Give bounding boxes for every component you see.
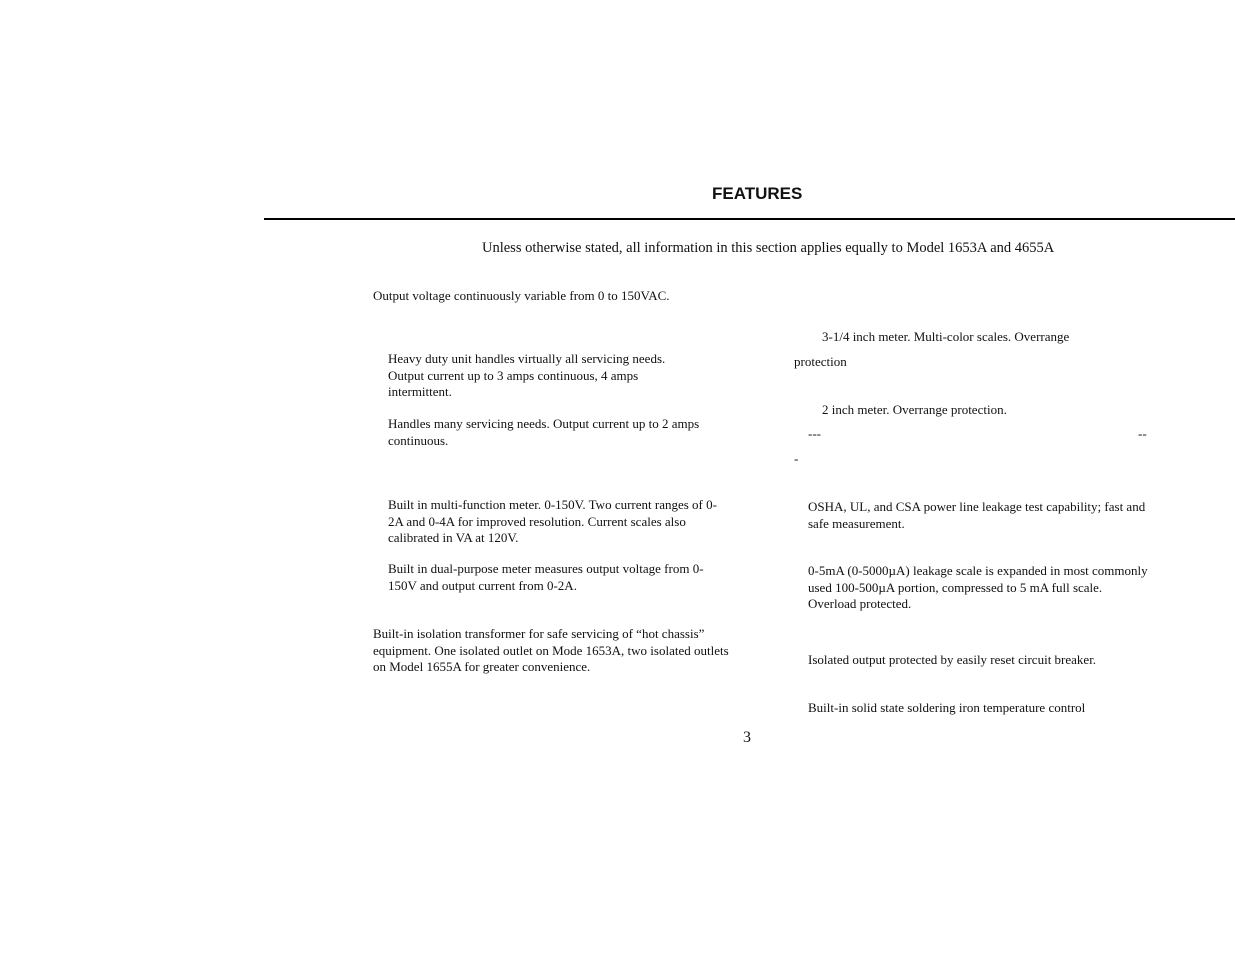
header-divider [264,218,1235,220]
feature-meter-2-inch: 2 inch meter. Overrange protection. [822,402,1007,417]
feature-meter-3-inch: 3-1/4 inch meter. Multi-color scales. Overrange [822,329,1070,344]
feature-circuit-breaker: Isolated output protected by easily reset circuit breaker. [808,652,1097,667]
intro-statement: Unless otherwise stated, all information in this section applies equally to Model 1653A and 4655A [482,240,1055,256]
dash-separator-left: --- [808,426,821,441]
feature-meter-3-inch-continued: protection [794,354,847,369]
page-title: FEATURES [712,184,803,203]
feature-output-voltage: Output voltage continuously variable from 0 to 150VAC. [373,288,670,303]
feature-isolation-transformer: Built-in isolation transformer for safe servicing of “hot chassis” equipment. One isolated outlet on Mode 1653A, two isolated outlets on Model 1655A for greater convenience. [373,626,729,674]
feature-dual-purpose-meter: Built in dual-purpose meter measures output voltage from 0-150V and output current from 0-2A. [388,561,704,593]
feature-heavy-duty: Heavy duty unit handles virtually all servicing needs. Output current up to 3 amps continuous, 4 amps intermittent. [388,351,666,399]
feature-multi-function-meter: Built in multi-function meter. 0-150V. Two current ranges of 0-2A and 0-4A for improved resolution. Current scales also calibrated in VA at 120V. [388,497,717,545]
feature-soldering-iron: Built-in solid state soldering iron temperature control [808,700,1086,715]
feature-leakage-scale: 0-5mA (0-5000µA) leakage scale is expanded in most commonly used 100-500µA portion, compressed to 5 mA full scale. Overload protected. [808,563,1148,611]
dash-separator-wrap: - [794,451,799,466]
page-number: 3 [743,729,751,746]
dash-separator-right: -- [1138,426,1147,441]
feature-handles-many: Handles many servicing needs. Output current up to 2 amps continuous. [388,416,700,448]
feature-leakage-test: OSHA, UL, and CSA power line leakage test capability; fast and safe measurement. [808,499,1146,531]
